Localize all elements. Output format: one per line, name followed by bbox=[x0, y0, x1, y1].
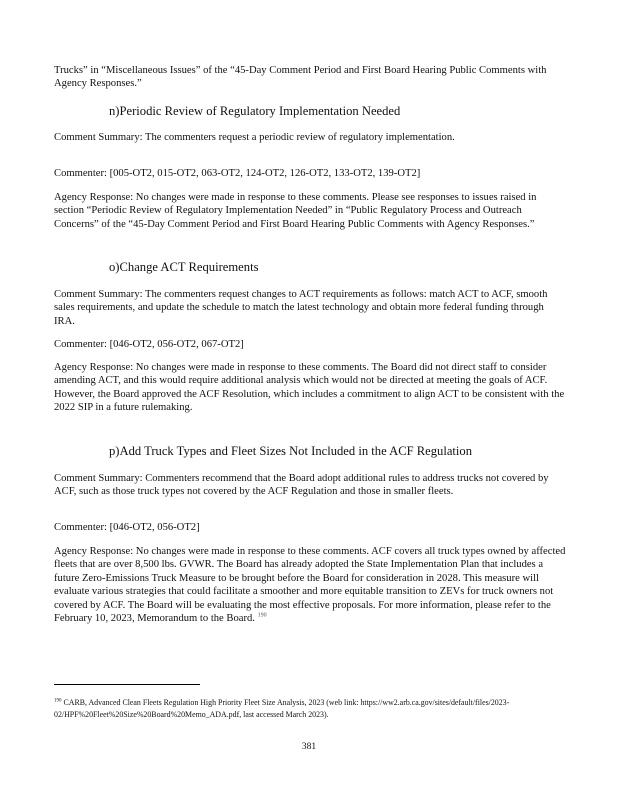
intro-paragraph: Trucks” in “Miscellaneous Issues” of the “45-Day Comment Period and First Board Hearing Public Comments with Agency Responses.” bbox=[54, 65, 547, 90]
section-o-summary: Comment Summary: The commenters request changes to ACT requirements as follows: match ACT to ACF, smooth sales requirements, and update the schedule to match the latest technology and obtain more federal funding through IRA. bbox=[54, 289, 548, 327]
section-n-summary: Comment Summary: The commenters request a periodic review of regulatory implementation. bbox=[54, 132, 455, 143]
footnote bbox=[54, 697, 566, 720]
section-p-heading: p)Add Truck Types and Fleet Sizes Not Included in the ACF Regulation bbox=[109, 444, 473, 458]
section-p-summary: Comment Summary: Commenters recommend that the Board adopt additional rules to address trucks not covered by ACF, such as those truck types not covered by the ACF Regulation and those in smaller fleets. bbox=[54, 473, 549, 498]
section-p-commenter: Commenter: [046-OT2, 056-OT2] bbox=[54, 522, 200, 533]
footnote-divider bbox=[54, 684, 200, 685]
section-n-heading: n)Periodic Review of Regulatory Implementation Needed bbox=[109, 104, 401, 118]
footnote-reference[interactable]: 190 bbox=[257, 612, 267, 619]
footnote-text: CARB, Advanced Clean Fleets Regulation High Priority Fleet Size Analysis, 2023 (web link: https://ww2.arb.ca.gov/sites/default/files/2023-02/HPF%20Fleet%20Size%20Board%20Memo_ADA.pdf, last accessed March 2023). bbox=[54, 698, 510, 719]
section-o-heading: o)Change ACT Requirements bbox=[109, 260, 259, 274]
section-n-commenter: Commenter: [005-OT2, 015-OT2, 063-OT2, 124-OT2, 126-OT2, 133-OT2, 139-OT2] bbox=[54, 168, 421, 179]
section-o-commenter: Commenter: [046-OT2, 056-OT2, 067-OT2] bbox=[54, 339, 244, 350]
footnote-number: 190 bbox=[54, 698, 62, 704]
section-p-response-text: Agency Response: No changes were made in response to these comments. ACF covers all truck types owned by affected fleets that are over 8,500 lbs. GVWR. The Board has already adopted the State Implementation Plan that includes a future Zero-Emissions Truck Measure to be brought before the Board for consideration in 2028. This measure will evaluate various strategies that could facilitate a smoother and more equitable transition to ZEVs for truck owners not covered by ACF. The Board will be evaluating the most effective proposals. For more information, please refer to the February 10, 2023, Memorandum to the Board. bbox=[54, 546, 566, 625]
section-o-response: Agency Response: No changes were made in response to these comments. The Board did not direct staff to consider amending ACT, and this would require additional analysis which would not be directed at meeting the goals of ACF. However, the Board approved the ACF Resolution, which includes a commitment to align ACT to be consistent with the 2022 SIP in a future rulemaking. bbox=[54, 362, 565, 414]
section-n-response: Agency Response: No changes were made in response to these comments. Please see responses to issues raised in section “Periodic Review of Regulatory Implementation Needed” in “Public Regulatory Process and Outreach Concerns” of the “45-Day Comment Period and First Board Hearing Public Comments with Agency Responses.” bbox=[54, 192, 537, 230]
page-number: 381 bbox=[301, 742, 317, 752]
section-p-response bbox=[54, 545, 566, 625]
